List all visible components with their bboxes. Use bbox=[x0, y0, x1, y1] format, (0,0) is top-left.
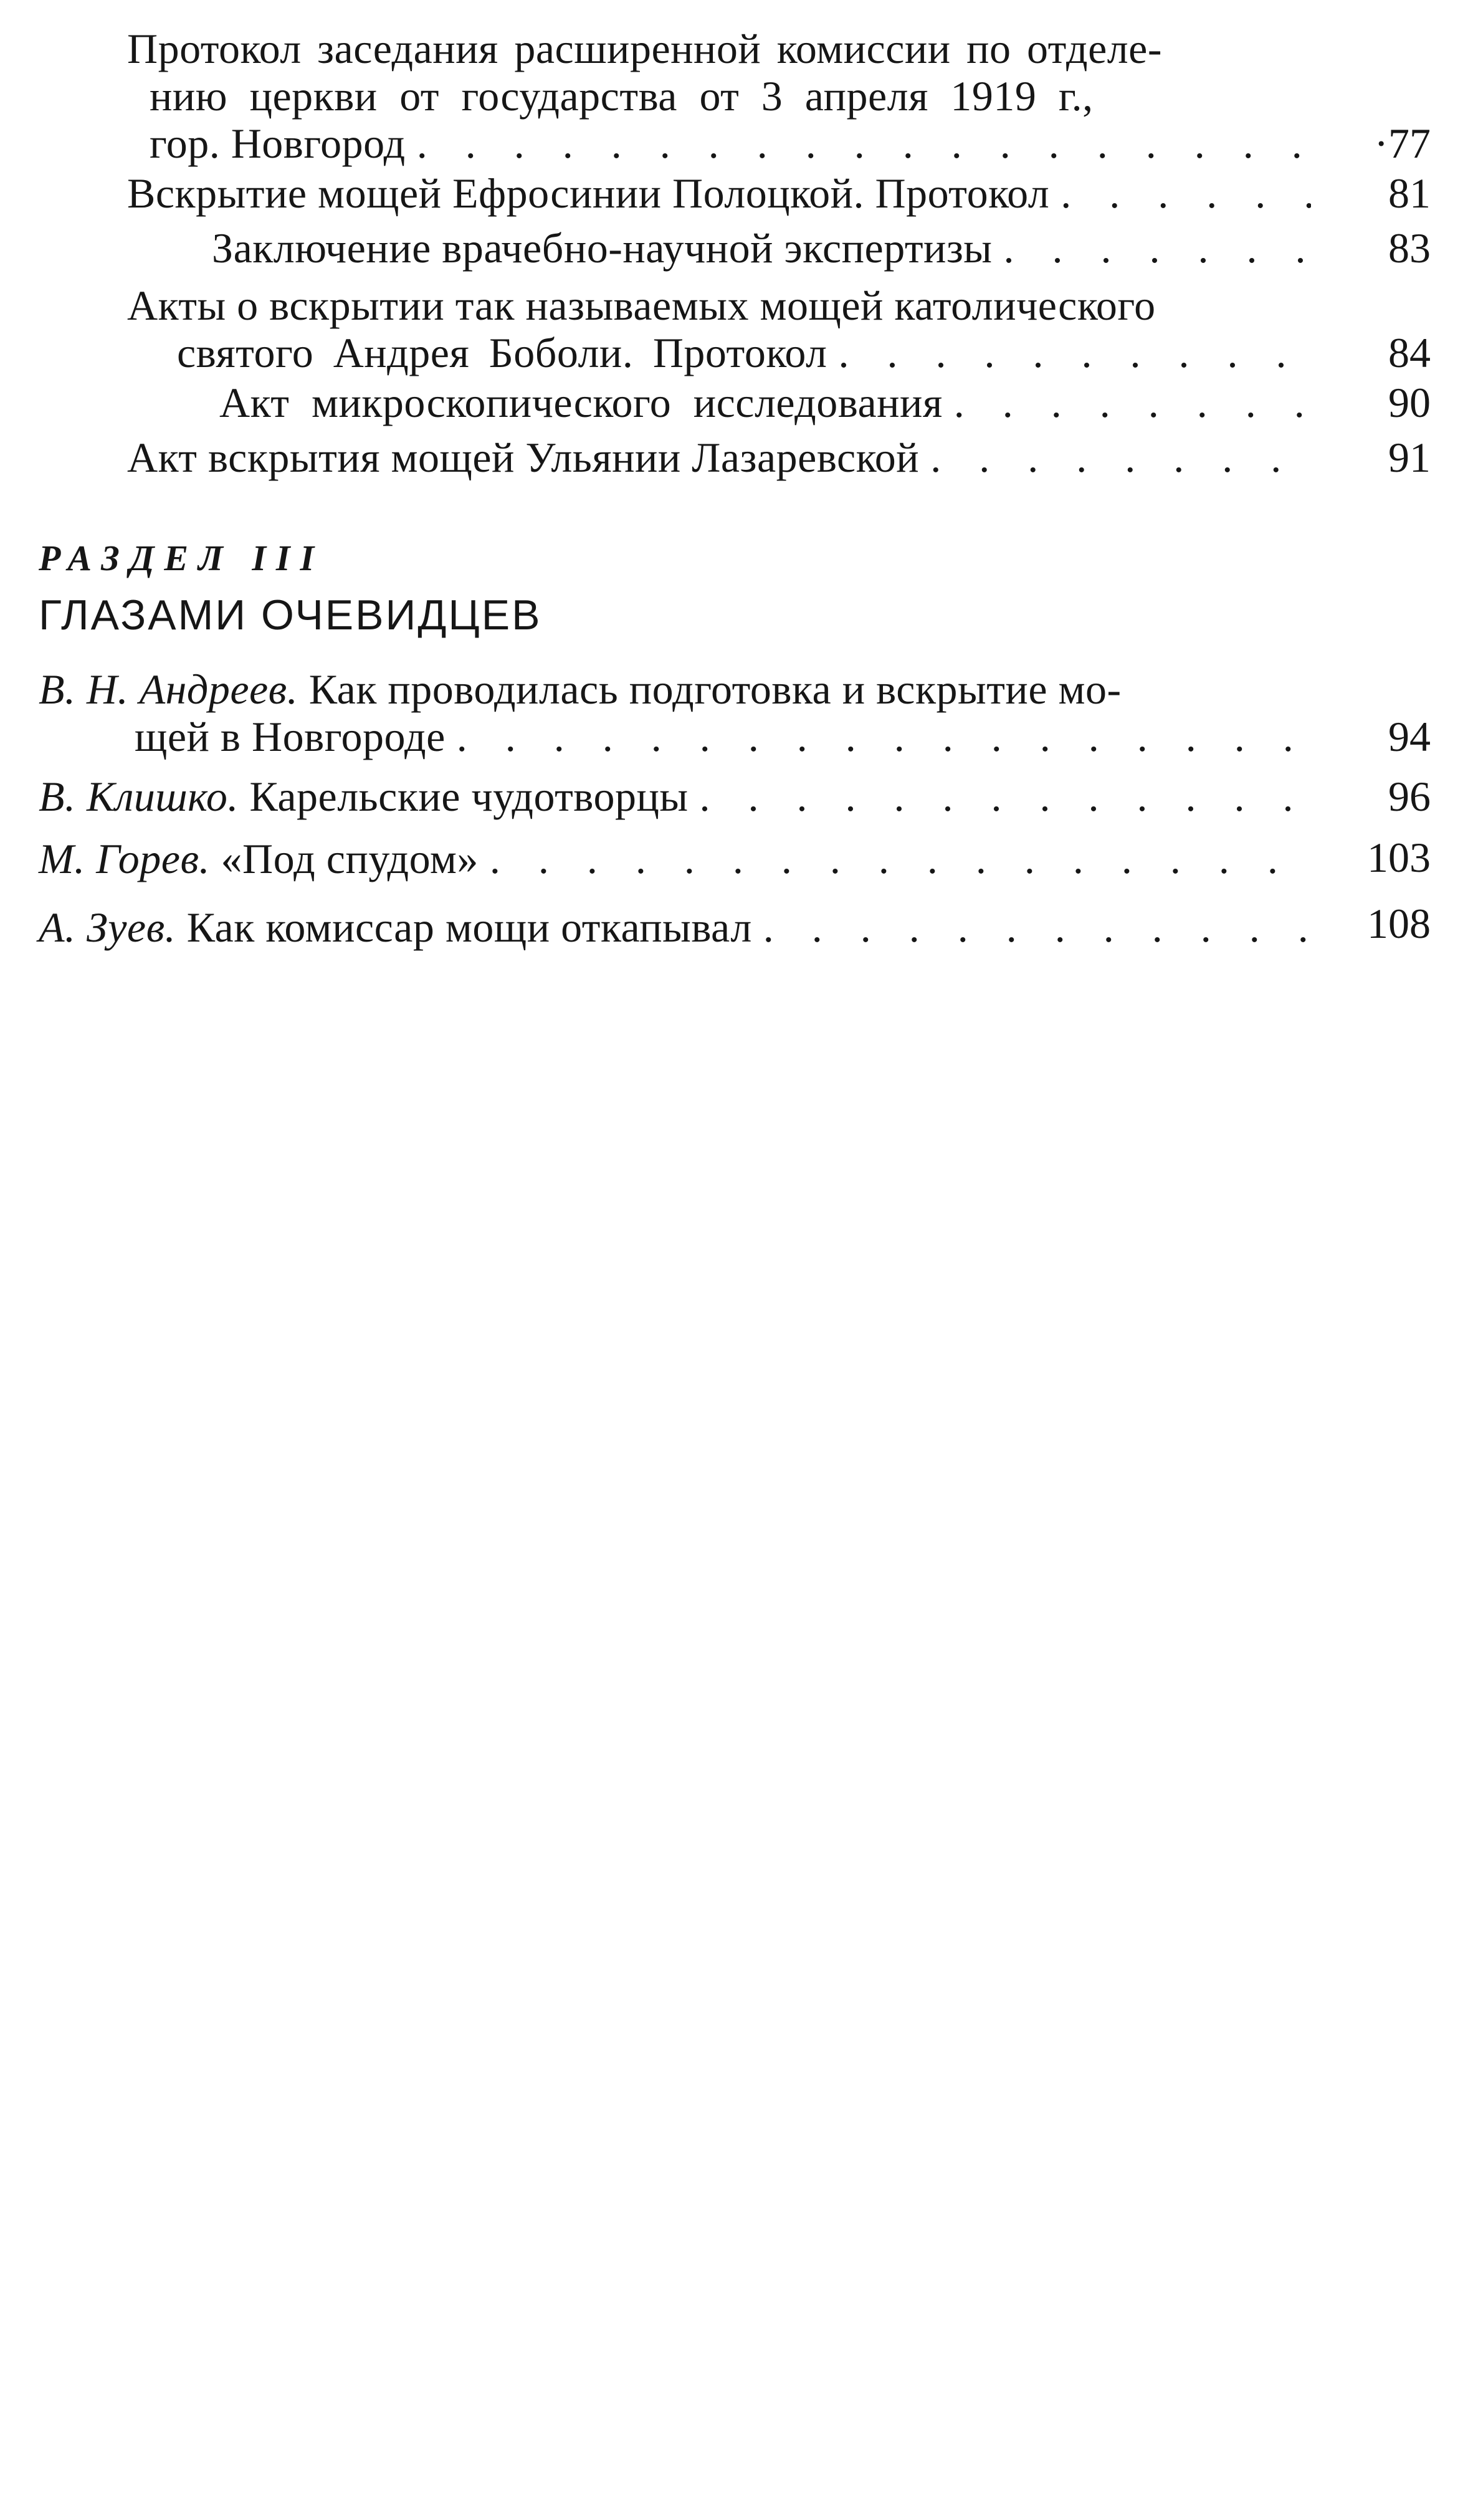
page-number: 103 bbox=[1367, 834, 1431, 881]
page-number: 91 bbox=[1388, 434, 1431, 481]
page-number: 90 bbox=[1388, 379, 1431, 426]
entry-author: В. Н. Андреев. bbox=[39, 666, 298, 713]
toc-entry bbox=[212, 224, 1311, 272]
entry-author: В. Клишко. bbox=[39, 773, 239, 820]
leader-dots bbox=[1049, 169, 1311, 217]
entry-line: нию церкви от государства от 3 апреля 1919 г., bbox=[150, 72, 1094, 120]
leader-dots bbox=[446, 713, 1311, 760]
page-number: 96 bbox=[1388, 773, 1431, 820]
entry-line: Акт вскрытия мощей Ульянии Лазаревской bbox=[127, 434, 920, 481]
entry-line: гор. Новгород bbox=[150, 120, 406, 167]
entry-author: А. Зуев. bbox=[39, 904, 176, 951]
leader-dots bbox=[993, 224, 1312, 272]
entry-line: святого Андрея Боболи. Протокол bbox=[177, 329, 827, 376]
entry-line: Как комиссар мощи откапывал bbox=[186, 904, 752, 951]
section-title: ГЛАЗАМИ ОЧЕВИДЦЕВ bbox=[39, 591, 542, 639]
toc-entry bbox=[127, 169, 1311, 217]
toc-entry bbox=[39, 666, 1311, 760]
toc-entry bbox=[39, 773, 1311, 820]
entry-line: Вскрытие мощей Ефросинии Полоцкой. Протокол bbox=[127, 169, 1050, 217]
toc-entry bbox=[127, 25, 1311, 167]
entry-line: Карельские чудотворцы bbox=[249, 773, 689, 820]
leader-dots bbox=[827, 329, 1311, 376]
entry-line: Как проводилась подготовка и вскрытие мо- bbox=[308, 666, 1122, 713]
toc-entry bbox=[39, 904, 1311, 951]
entry-author: М. Горев. bbox=[39, 835, 211, 882]
toc-entry bbox=[219, 379, 1311, 426]
toc-entry bbox=[39, 835, 1311, 882]
page-number: 94 bbox=[1388, 713, 1431, 760]
toc-entry bbox=[127, 282, 1311, 376]
section-label: РАЗДЕЛ III bbox=[39, 538, 325, 578]
entry-line: Акты о вскрытии так называемых мощей католического bbox=[127, 282, 1156, 329]
leader-dots bbox=[943, 379, 1311, 426]
page-number: 81 bbox=[1388, 169, 1431, 217]
leader-dots bbox=[406, 120, 1311, 167]
leader-dots bbox=[689, 773, 1311, 820]
entry-line: «Под спудом» bbox=[221, 835, 479, 882]
page-number: 83 bbox=[1388, 224, 1431, 272]
toc-entry bbox=[127, 434, 1311, 481]
entry-line: Акт микроскопического исследования bbox=[219, 379, 943, 426]
entry-line: Заключение врачебно-научной экспертизы bbox=[212, 224, 993, 272]
leader-dots bbox=[479, 835, 1311, 882]
page-number: ·77 bbox=[1374, 120, 1431, 167]
page-number: 108 bbox=[1367, 900, 1431, 947]
page-number: 84 bbox=[1388, 329, 1431, 376]
entry-line: щей в Новгороде bbox=[135, 713, 446, 760]
entry-line: Протокол заседания расширенной комиссии по отделе- bbox=[127, 25, 1163, 72]
leader-dots bbox=[919, 434, 1311, 481]
leader-dots bbox=[752, 904, 1311, 951]
